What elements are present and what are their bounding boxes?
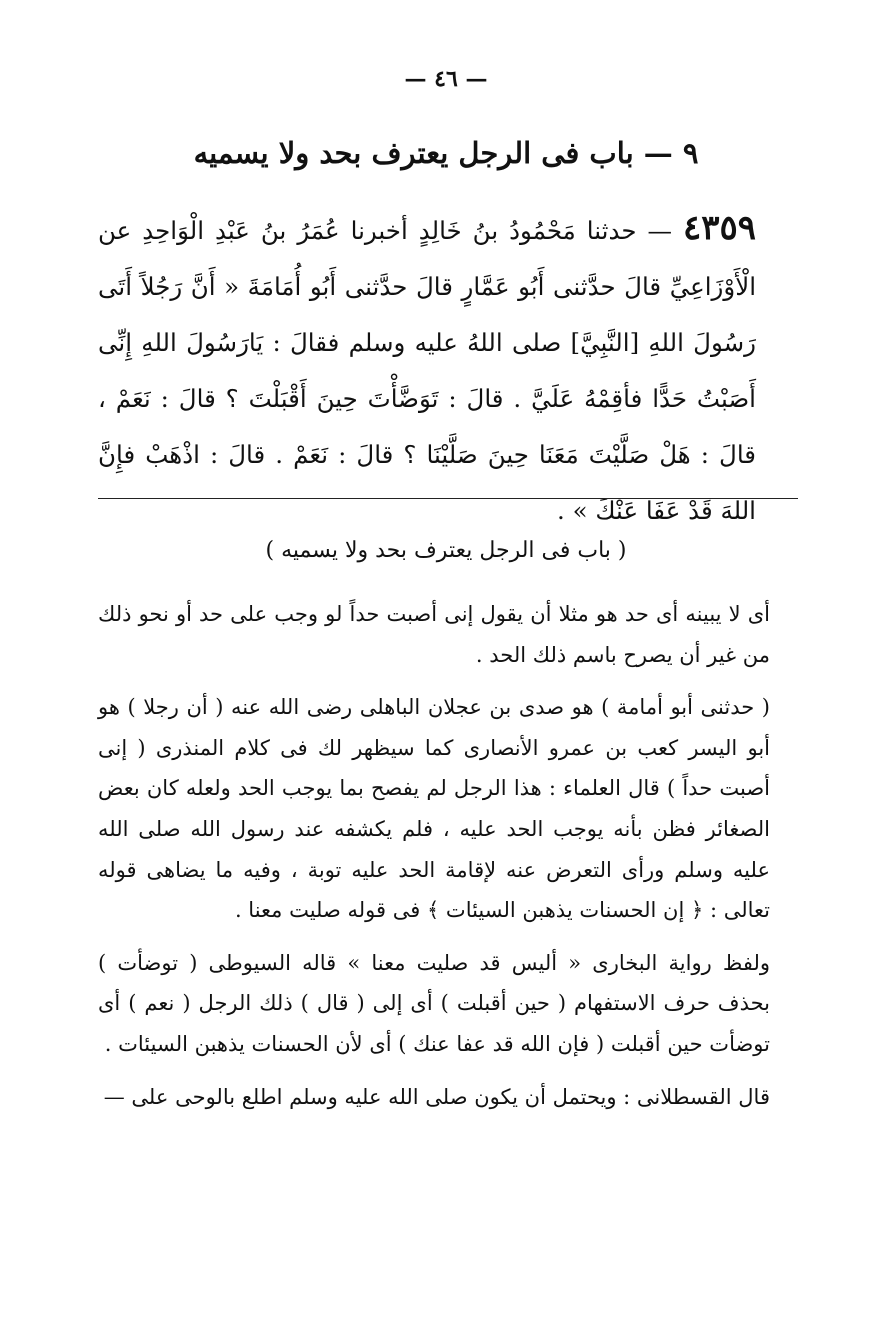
- commentary-paragraph: ولفظ رواية البخارى « أليس قد صليت معنا » قاله السيوطى ( توضأت ) بحذف حرف الاستفهام ( حين أقبلت ) أى إلى ( قال ) ذلك الرجل ( نعم ) أى توضأت حين أقبلت ( فإن الله قد عفا عنك ) أى لأن الحسنات يذهبن السيئات .: [98, 950, 770, 1056]
- commentary-paragraph: ( حدثنى أبو أمامة ) هو صدى بن عجلان الباهلى رضى الله عنه ( أن رجلا ) هو أبو اليسر كعب بن عمرو الأنصارى كما سيظهر لك فى كلام المنذرى ( إنى أصبت حداً ) قال العلماء : هذا الرجل لم يفصح بما يوجب الحد ولعله كان بعض الصغائر فظن بأنه يوجب الحد عليه ، فلم يكشفه عند رسول الله صلى الله عليه وسلم ورأى التعرض عنه لإقامة الحد عليه توبة ، وفيه ما يضاهى قوله تعالى : ﴿ إن الحسنات يذهبن السيئات ﴾ فى قوله صليت معنا .: [98, 695, 770, 923]
- hadith-number: ٤٣٥٩: [682, 208, 756, 248]
- commentary-title: ( باب فى الرجل يعترف بحد ولا يسميه ): [265, 538, 627, 563]
- chapter-title: ٩ — باب فى الرجل يعترف بحد ولا يسميه: [193, 136, 699, 170]
- commentary-paragraph: قال القسطلانى : ويحتمل أن يكون صلى الله عليه وسلم اطلع بالوحى على —: [103, 1084, 770, 1109]
- section-divider: [98, 498, 798, 499]
- hadith-body: — حدثنا مَحْمُودُ بنُ خَالِدٍ أخبرنا عُمَرُ بنُ عَبْدِ الْوَاحِدِ عن الْأَوْزَاعِيِّ قالَ حدَّثنى أَبُو عَمَّارٍ قالَ حدَّثنى أَبُو أُمَامَةَ « أَنَّ رَجُلاً أَتَى رَسُولَ اللهِ [النَّبِيَّ] صلى اللهُ عليه وسلم فقالَ : يَارَسُولَ اللهِ إِنِّى أَصَبْتُ حَدًّا فأقِمْهُ عَلَيَّ . قالَ : تَوَضَّأْتَ حِينَ أَقْبَلْتَ ؟ قالَ : نَعَمْ ، قالَ : هَلْ صَلَّيْتَ مَعَنَا حِينَ صَلَّيْنَا ؟ قالَ : نَعَمْ . قالَ : اذْهَبْ فإِنَّ اللهَ قَدْ عَفَا عَنْكَ » .: [98, 216, 756, 525]
- hadith-text-block: [98, 200, 756, 539]
- commentary-paragraph: أى لا يبينه أى حد هو مثلا أن يقول إنى أصبت حداً لو وجب على حد أو نحو ذلك من غير أن يصرح باسم ذلك الحد .: [98, 602, 770, 667]
- page-number: — ٤٦ —: [404, 66, 488, 92]
- commentary-block: [98, 594, 806, 1129]
